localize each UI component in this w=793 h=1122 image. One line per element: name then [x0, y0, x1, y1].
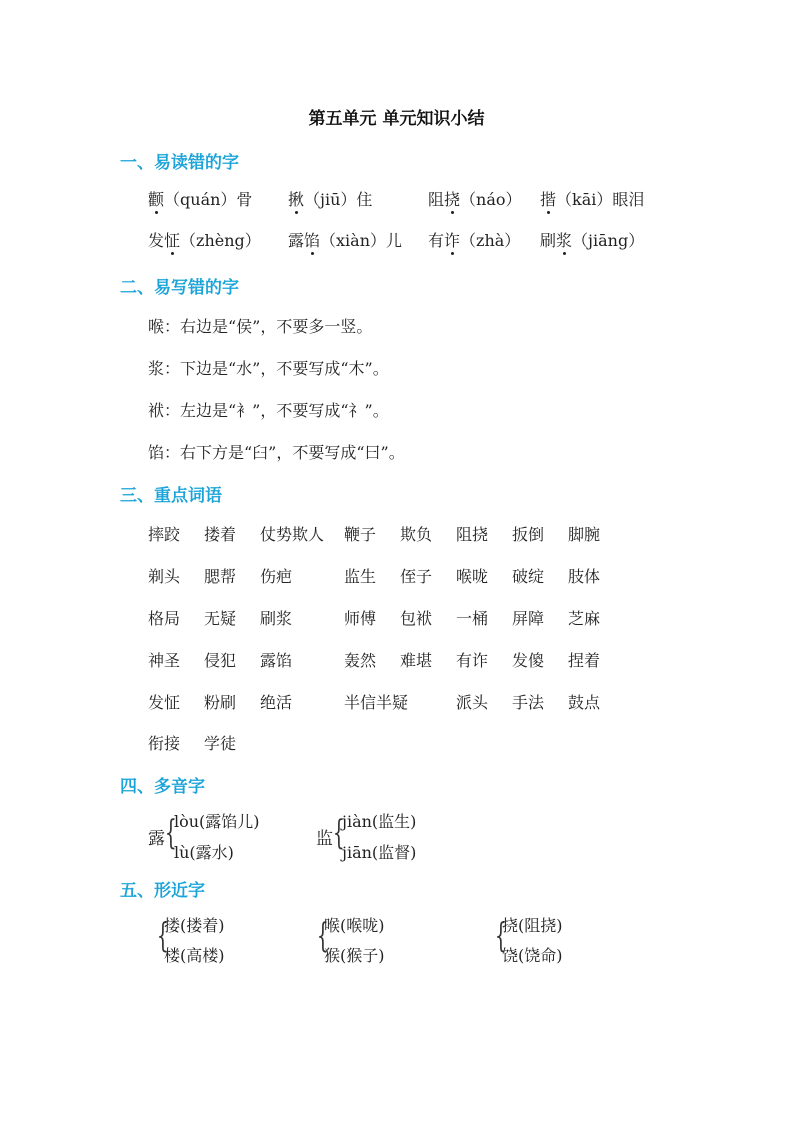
key-word: 衔接: [148, 734, 181, 753]
key-word: 派头: [456, 693, 489, 712]
polyphone-reading: lòu(露馅儿): [174, 812, 260, 831]
easy-write-line: 喉：右边是“侯”，不要多一竖。: [148, 317, 373, 336]
key-word: 监生: [344, 567, 377, 586]
polyphone-reading: lù(露水): [174, 843, 234, 862]
key-word: 腮帮: [204, 567, 237, 586]
section-heading-polyphones: 四、多音字: [120, 777, 205, 797]
key-word: 捏着: [568, 651, 601, 670]
key-word: 肢体: [568, 567, 601, 586]
key-word: 仗势欺人: [260, 525, 325, 544]
key-word: 有诈: [456, 651, 489, 670]
easy-read-item: 刷浆（jiāng）: [540, 228, 644, 251]
easy-read-item: 揩（kāi）眼泪: [540, 187, 644, 210]
key-word: 无疑: [204, 609, 237, 628]
key-word: 发傻: [512, 651, 545, 670]
easy-read-item: 露馅（xiàn）儿: [288, 228, 402, 251]
key-word: 半信半疑: [344, 693, 409, 712]
key-word: 脚腕: [568, 525, 601, 544]
key-word: 侵犯: [204, 651, 237, 670]
key-word: 屏障: [512, 609, 545, 628]
section-heading-easy-read: 一、易读错的字: [120, 153, 239, 173]
key-word: 喉咙: [456, 567, 489, 586]
section-heading-key-words: 三、重点词语: [120, 486, 222, 506]
page-title: 第五单元 单元知识小结: [308, 109, 485, 129]
key-word: 难堪: [400, 651, 433, 670]
similar-char: 楼(高楼): [164, 946, 225, 965]
key-word: 包袱: [400, 609, 433, 628]
key-word: 神圣: [148, 651, 181, 670]
key-word: 破绽: [512, 567, 545, 586]
polyphone-reading: jiān(监督): [342, 843, 417, 862]
key-word: 师傅: [344, 609, 377, 628]
similar-char: 猴(猴子): [324, 946, 385, 965]
key-word: 露馅: [260, 651, 293, 670]
key-word: 欺负: [400, 525, 433, 544]
key-word: 刷浆: [260, 609, 293, 628]
brace-icon: {: [164, 813, 177, 853]
brace-icon: {: [332, 813, 345, 853]
key-word: 芝麻: [568, 609, 601, 628]
key-word: 一桶: [456, 609, 489, 628]
key-word: 绝活: [260, 693, 293, 712]
key-word: 摔跤: [148, 525, 181, 544]
brace-icon: {: [494, 916, 507, 956]
key-word: 伤疤: [260, 567, 293, 586]
section-heading-similar: 五、形近字: [120, 881, 205, 901]
key-word: 粉刷: [204, 693, 237, 712]
key-word: 学徒: [204, 734, 237, 753]
easy-read-item: 发怔（zhèng）: [148, 228, 261, 251]
key-word: 鞭子: [344, 525, 377, 544]
key-word: 手法: [512, 693, 545, 712]
easy-read-item: 颧（quán）骨: [148, 187, 252, 210]
similar-char: 饶(饶命): [502, 946, 563, 965]
key-word: 扳倒: [512, 525, 545, 544]
key-word: 鼓点: [568, 693, 601, 712]
similar-char: 搂(搂着): [164, 916, 225, 935]
polyphone-char: 露: [148, 829, 165, 849]
key-word: 侄子: [400, 567, 433, 586]
easy-read-item: 阻挠（náo）: [428, 187, 522, 210]
key-word: 发怔: [148, 693, 181, 712]
key-word: 剃头: [148, 567, 181, 586]
similar-char: 喉(喉咙): [324, 916, 385, 935]
easy-write-line: 袱：左边是“衤”，不要写成“礻”。: [148, 401, 389, 420]
key-word: 格局: [148, 609, 181, 628]
brace-icon: {: [316, 916, 329, 956]
polyphone-char: 监: [316, 829, 333, 849]
easy-read-item: 揪（jiū）住: [288, 187, 372, 210]
easy-write-line: 馅：右下方是“臼”，不要写成“曰”。: [148, 443, 405, 462]
similar-char: 挠(阻挠): [502, 916, 563, 935]
easy-read-item: 有诈（zhà）: [428, 228, 520, 251]
brace-icon: {: [156, 916, 169, 956]
polyphone-reading: jiàn(监生): [342, 812, 417, 831]
key-word: 搂着: [204, 525, 237, 544]
key-word: 轰然: [344, 651, 377, 670]
section-heading-easy-write: 二、易写错的字: [120, 278, 239, 298]
easy-write-line: 浆：下边是“水”，不要写成“木”。: [148, 359, 389, 378]
key-word: 阻挠: [456, 525, 489, 544]
